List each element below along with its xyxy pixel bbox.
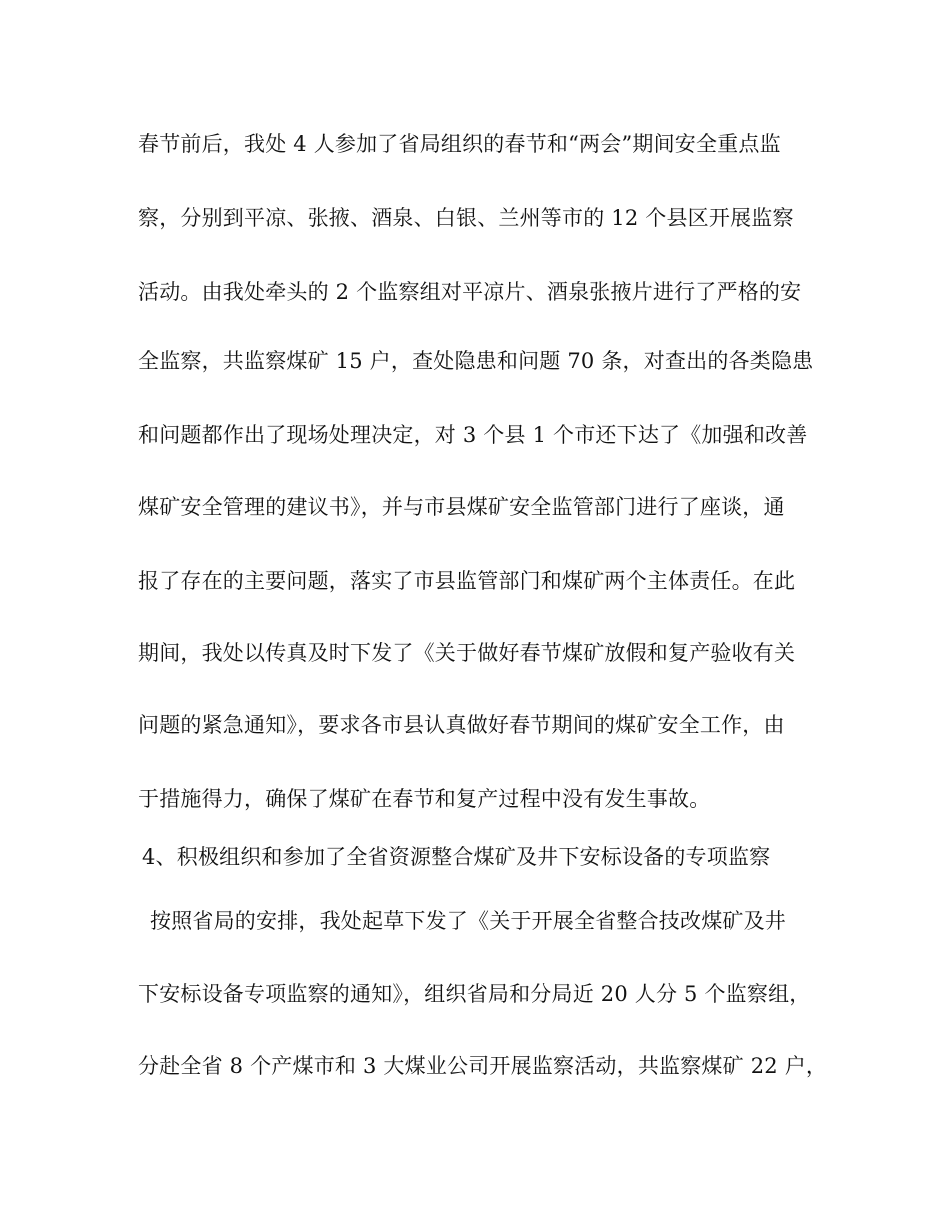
paragraph-line: 按照省局的安排，我处起草下发了《关于开展全省整合技改煤矿及井 xyxy=(150,909,786,933)
paragraph-line: 察，分别到平凉、张掖、酒泉、白银、兰州等市的 12 个县区开展监察 xyxy=(138,206,794,230)
paragraph-line: 活动。由我处牵头的 2 个监察组对平凉片、酒泉张掖片进行了严格的安 xyxy=(138,280,802,304)
paragraph-line: 报了存在的主要问题，落实了市县监管部门和煤矿两个主体责任。在此 xyxy=(138,569,796,593)
paragraph-line: 春节前后，我处 4 人参加了省局组织的春节和“两会”期间安全重点监 xyxy=(138,132,781,156)
paragraph-line: 问题的紧急通知》，要求各市县认真做好春节期间的煤矿安全工作，由 xyxy=(138,713,785,737)
paragraph-line: 下安标设备专项监察的通知》，组织省局和分局近 20 人分 5 个监察组， xyxy=(138,982,811,1006)
paragraph-line: 全监察，共监察煤矿 15 户，查处隐患和问题 70 条，对查出的各类隐患 xyxy=(138,349,814,373)
section-heading: 4、积极组织和参加了全省资源整合煤矿及井下安标设备的专项监察 xyxy=(142,845,771,869)
paragraph-line: 和问题都作出了现场处理决定，对 3 个县 1 个市还下达了《加强和改善 xyxy=(138,423,808,447)
paragraph-line: 煤矿安全管理的建议书》，并与市县煤矿安全监管部门进行了座谈，通 xyxy=(138,495,785,519)
paragraph-line: 分赴全省 8 个产煤市和 3 大煤业公司开展监察活动，共监察煤矿 22 户， xyxy=(138,1054,828,1078)
paragraph-line: 期间，我处以传真及时下发了《关于做好春节煤矿放假和复产验收有关 xyxy=(138,641,796,665)
paragraph-line: 于措施得力，确保了煤矿在春节和复产过程中没有发生事故。 xyxy=(138,787,711,811)
